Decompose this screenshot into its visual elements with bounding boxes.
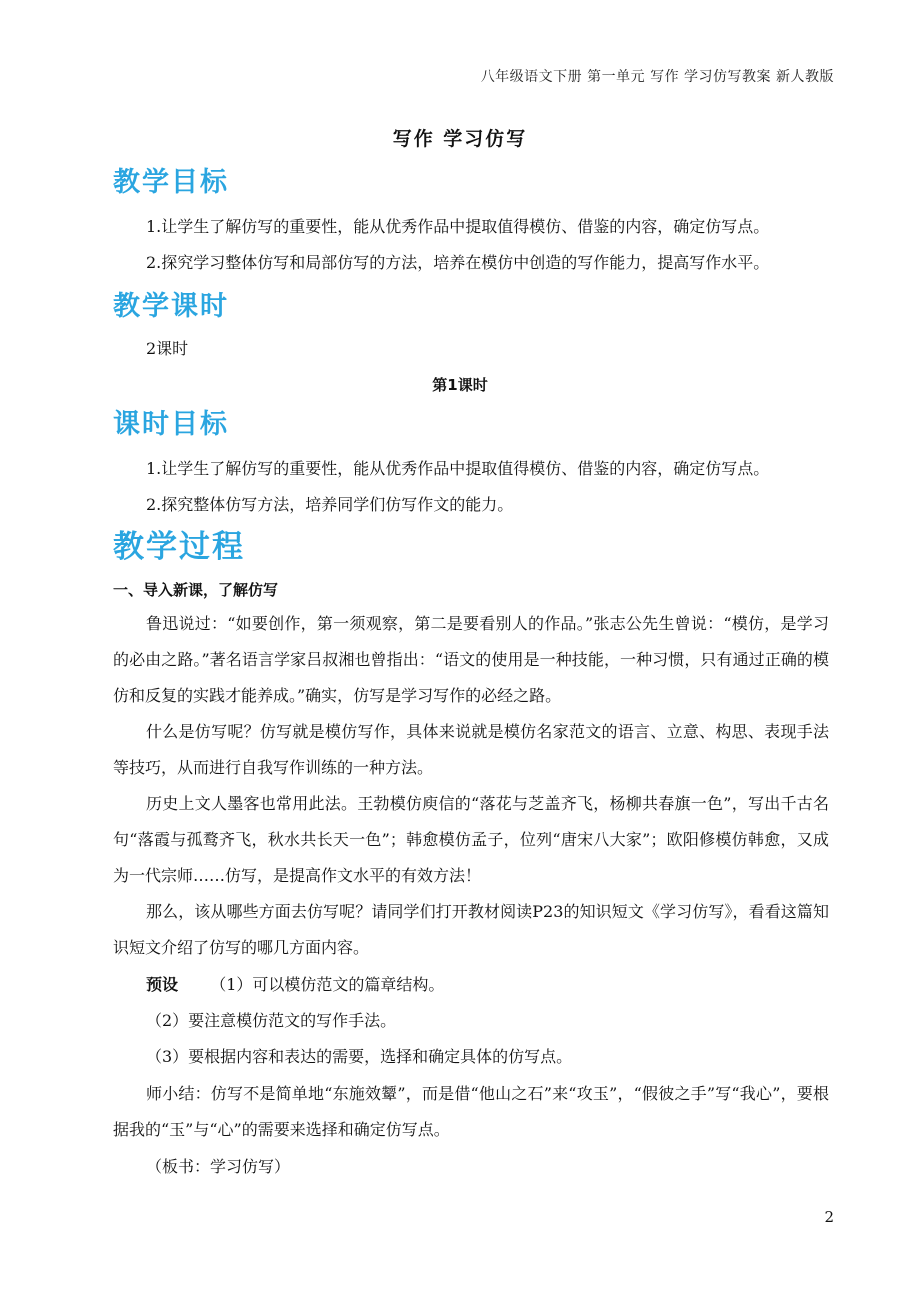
- paragraph-1: 鲁迅说过：“如要创作，第一须观察，第二是要看别人的作品。”张志公先生曾说：“模仿，是学习的必由之路。”著名语言学家吕叔湘也曾指出：“语文的使用是一种技能，一种习惯，只有通过正确的模仿和反复的实践才能养成。”确实，仿写是学习写作的必经之路。: [113, 614, 829, 705]
- preset-line: [146, 974, 444, 996]
- teacher-summary: 师小结：仿写不是简单地“东施效颦”，而是借“他山之石”来“攻玉”，“假彼之手”写“我心”，要根据我的“玉”与“心”的需要来选择和确定仿写点。: [113, 1084, 829, 1139]
- lesson-goal-item-1: 1.让学生了解仿写的重要性，能从优秀作品中提取值得模仿、借鉴的内容，确定仿写点。: [146, 459, 770, 478]
- lesson-1-label: 第1课时: [432, 376, 488, 394]
- running-header: 八年级语文下册 第一单元 写作 学习仿写教案 新人教版: [480, 69, 834, 85]
- paragraph-2: 什么是仿写呢？仿写就是模仿写作，具体来说就是模仿名家范文的语言、立意、构思、表现手法等技巧，从而进行自我写作训练的一种方法。: [113, 722, 829, 777]
- preset-item-2: （2）要注意模仿范文的写作手法。: [146, 1011, 397, 1030]
- lesson-goal-item-2: 2.探究整体仿写方法，培养同学们仿写作文的能力。: [146, 495, 514, 514]
- document-title: 写作 学习仿写: [392, 128, 528, 150]
- heading-lesson-goals: 课时目标: [113, 409, 229, 440]
- paragraph-4: 那么，该从哪些方面去仿写呢？请同学们打开教材阅读P23的知识短文《学习仿写》，看看这篇知识短文介绍了仿写的哪几方面内容。: [113, 902, 829, 957]
- page-number: 2: [824, 1208, 834, 1226]
- goal-item-2: 2.探究学习整体仿写和局部仿写的方法，培养在模仿中创造的写作能力，提高写作水平。: [146, 253, 770, 272]
- goal-item-1: 1.让学生了解仿写的重要性，能从优秀作品中提取值得模仿、借鉴的内容，确定仿写点。: [146, 217, 770, 236]
- board-note: （板书：学习仿写）: [146, 1157, 291, 1176]
- paragraph-3: 历史上文人墨客也常用此法。王勃模仿庾信的“落花与芝盖齐飞，杨柳共春旗一色”，写出千古名句“落霞与孤鹜齐飞，秋水共长天一色”；韩愈模仿孟子，位列“唐宋八大家”；欧阳修模仿韩愈，又成为一代宗师……仿写，是提高作文水平的有效方法！: [113, 794, 829, 885]
- preset-item-3: （3）要根据内容和表达的需要，选择和确定具体的仿写点。: [146, 1047, 573, 1066]
- subheading-intro: 一、导入新课，了解仿写: [113, 581, 279, 599]
- heading-teaching-process: 教学过程: [113, 529, 245, 565]
- preset-item-1: （1）可以模仿范文的篇章结构。: [210, 975, 445, 994]
- heading-teaching-goals: 教学目标: [113, 167, 229, 198]
- teaching-hours-value: 2课时: [146, 339, 189, 358]
- heading-teaching-hours: 教学课时: [113, 291, 229, 322]
- preset-label: 预设: [146, 975, 179, 994]
